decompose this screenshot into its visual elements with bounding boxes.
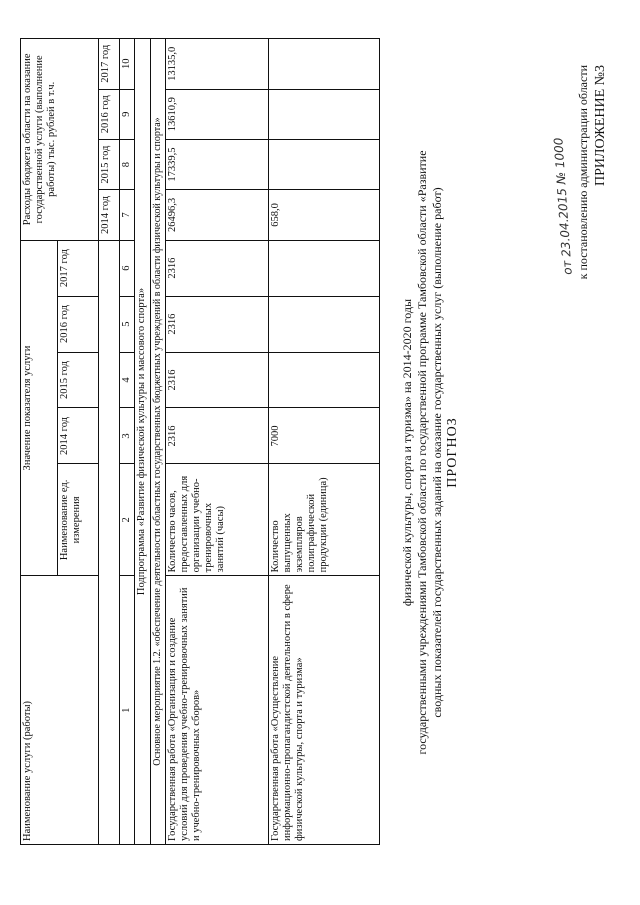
header-year-2015: 2015 год	[58, 352, 99, 408]
col-number: 9	[119, 89, 135, 139]
budget-2015	[268, 139, 379, 189]
col-number: 7	[119, 190, 135, 240]
value-2014: 7000	[268, 408, 379, 464]
handwritten-date-number: от 23.04.2015 № 1000	[551, 137, 575, 276]
header-budget-2017: 2017 год	[99, 39, 120, 90]
budget-2015: 17339,5	[165, 139, 268, 189]
value-2017: 2316	[165, 240, 268, 296]
col-number: 3	[119, 408, 135, 464]
budget-2016: 13610,9	[165, 89, 268, 139]
value-2016	[268, 296, 379, 352]
header-indicator-group: Значение показателя услуги	[21, 240, 58, 576]
value-2017	[268, 240, 379, 296]
service-name: Государственная работа «Осуществление информационно-пропагандистской деятельности в сфере физической культуры, спорта и туризма»	[268, 576, 379, 845]
col-number: 6	[119, 240, 135, 296]
header-budget-2016: 2016 год	[99, 89, 120, 139]
title-line-2: государственными учреждениями Тамбовской области по государственной программе Тамбовской области «Развитие	[415, 150, 429, 755]
title-line-1: сводных показателей государственных заданий на оказание государственных услуг (выполнение работ)	[430, 187, 444, 718]
budget-2017	[268, 39, 379, 90]
unit-name: Количество выпущенных экземпляров полиграфической продукции (единица)	[268, 464, 379, 576]
header-service: Наименование услуги (работы)	[21, 576, 99, 845]
header-budget-2015: 2015 год	[99, 139, 120, 189]
service-name: Государственная работа «Организация и создание условий для проведения учебно-тренировочных занятий и учебно-тренировочных сборов»	[165, 576, 268, 845]
col-number: 5	[119, 296, 135, 352]
col-number: 4	[119, 352, 135, 408]
value-2015	[268, 352, 379, 408]
header-year-2016: 2016 год	[58, 296, 99, 352]
title-line-3: физической культуры, спорта и туризма» на 2014-2020 годы	[400, 298, 414, 607]
document-title: ПРОГНОЗ	[445, 417, 460, 488]
col-number: 8	[119, 139, 135, 189]
header-year-2014: 2014 год	[58, 408, 99, 464]
table-row	[165, 39, 268, 845]
main-event-row: Основное мероприятие 1.2. «обеспечение деятельности областных государственных бюджетных учреждений в области физической культуры и спорта»	[150, 39, 165, 845]
header-unit: Наименование ед. измерения	[58, 464, 99, 576]
value-2014: 2316	[165, 408, 268, 464]
budget-2017: 13135,0	[165, 39, 268, 90]
col-number: 10	[119, 39, 135, 90]
value-2016: 2316	[165, 296, 268, 352]
header-budget-group: Расходы бюджета области на оказание государственной услуги (выполнение работы) тыс. рублей в т.ч.	[21, 39, 99, 241]
budget-2014: 26496,3	[165, 190, 268, 240]
budget-2014: 658,0	[268, 190, 379, 240]
header-year-2017: 2017 год	[58, 240, 99, 296]
order-reference: к постановлению администрации области	[576, 65, 590, 280]
header-budget-2014: 2014 год	[99, 190, 120, 240]
subprogram-row: Подпрограмма «Развитие физической культуры и массового спорта»	[135, 39, 151, 845]
col-number: 1	[119, 576, 135, 845]
value-2015: 2316	[165, 352, 268, 408]
appendix-label: ПРИЛОЖЕНИЕ №3	[593, 65, 608, 186]
unit-name: Количество часов, предоставленных для организации учебно-тренировочных занятий (часы)	[165, 464, 268, 576]
table-row	[268, 39, 379, 845]
col-number: 2	[119, 464, 135, 576]
forecast-table	[20, 38, 380, 845]
budget-2016	[268, 89, 379, 139]
